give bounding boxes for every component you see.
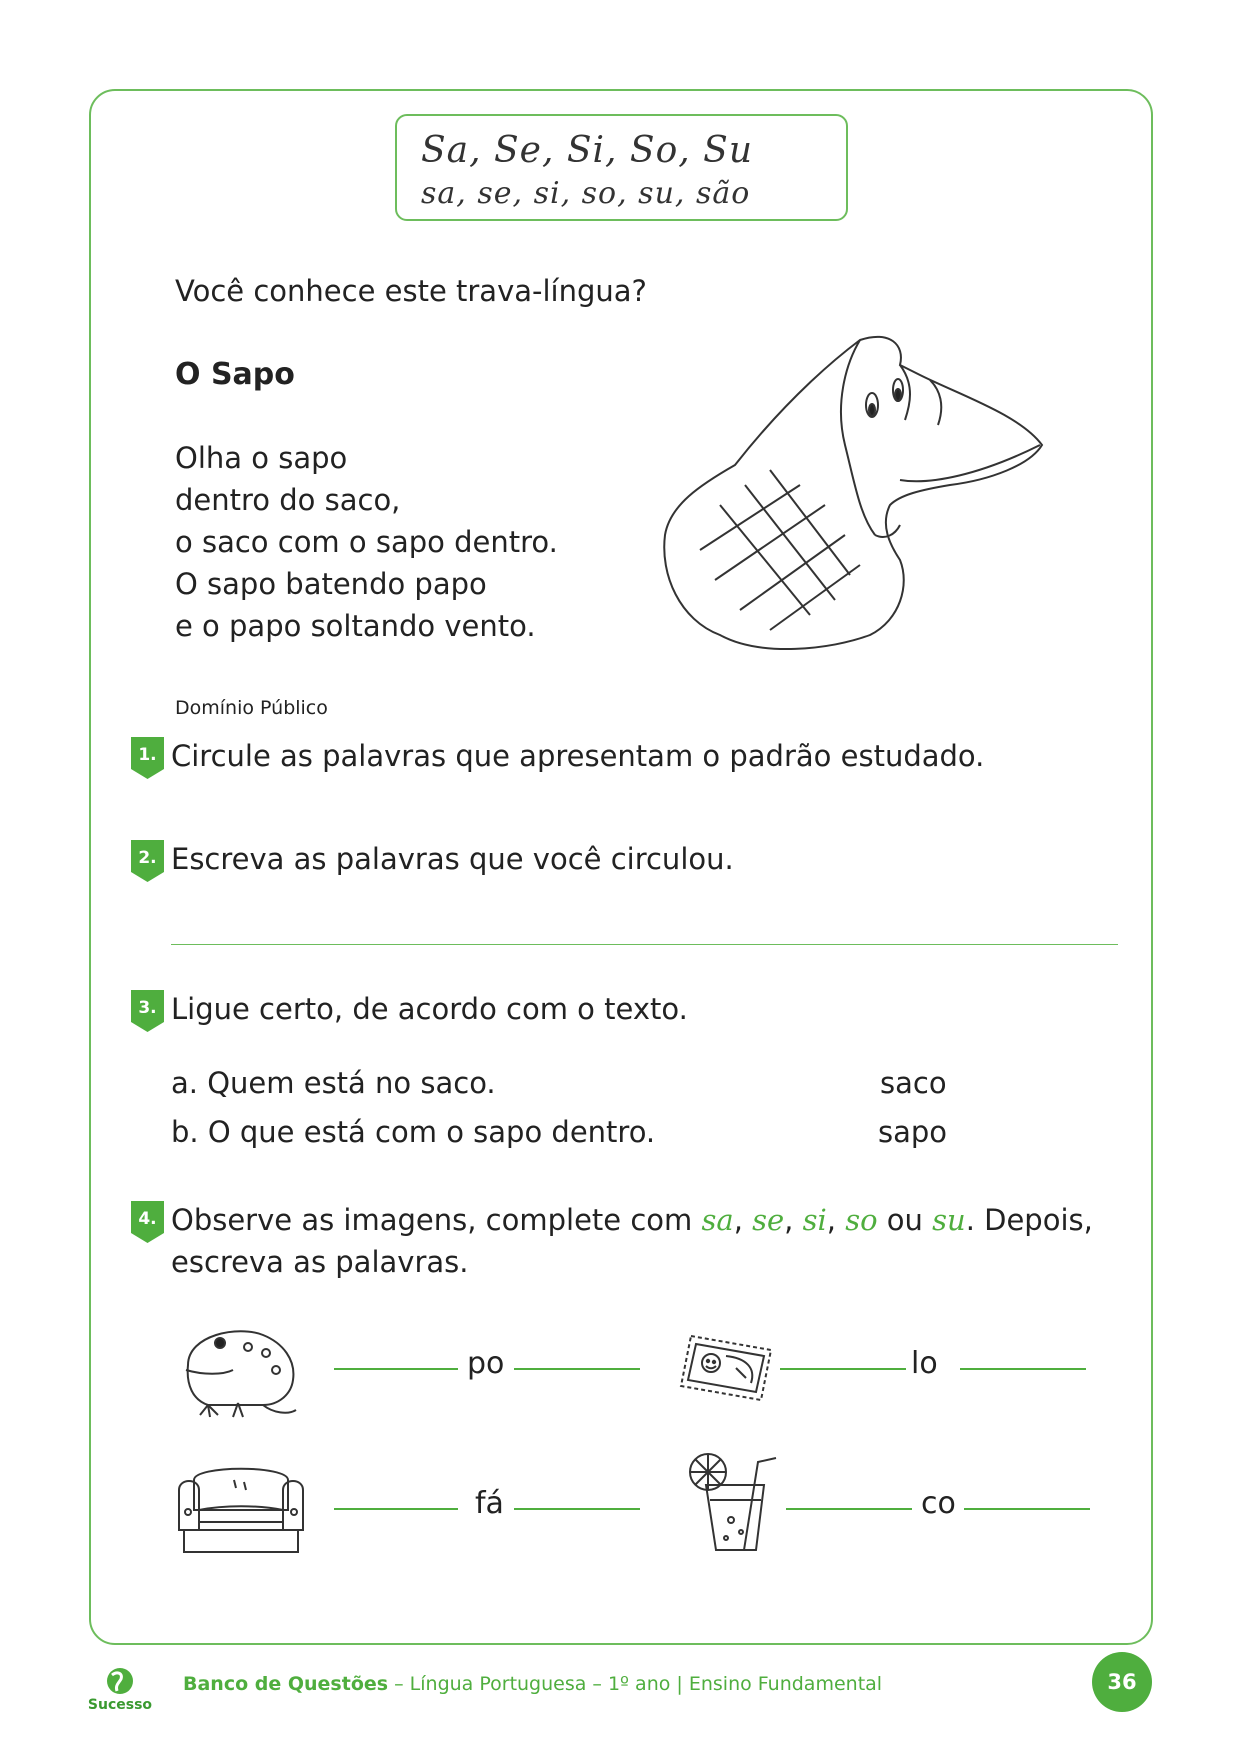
poem-credit: Domínio Público <box>175 697 328 719</box>
green-syllable: se <box>752 1203 785 1237</box>
question-number-badge <box>131 737 164 779</box>
poem-line: O sapo batendo papo <box>175 567 487 601</box>
word-syllable: lo <box>911 1346 938 1381</box>
frog-in-sack-illustration <box>660 335 1060 695</box>
green-syllable: si <box>802 1203 827 1237</box>
poem-line: o saco com o sapo dentro. <box>175 525 558 559</box>
matching-right-item[interactable]: saco <box>880 1066 947 1100</box>
green-syllable: sa <box>701 1203 734 1237</box>
blank-line[interactable] <box>514 1508 640 1510</box>
word-syllable: co <box>921 1486 956 1521</box>
word-syllable: fá <box>475 1486 504 1521</box>
syllables-upper: Sa, Se, Si, So, Su <box>421 130 753 171</box>
syllable-box <box>395 114 848 221</box>
logo-text: Sucesso <box>87 1697 153 1713</box>
footer-text: Banco de Questões – Língua Portuguesa – 1º ano | Ensino Fundamental <box>183 1673 883 1695</box>
poem-line: e o papo soltando vento. <box>175 609 536 643</box>
question-number: 1. <box>138 745 157 765</box>
intro-question: Você conhece este trava-língua? <box>175 274 647 308</box>
question-text: Circule as palavras que apresentam o padrão estudado. <box>171 739 985 773</box>
frog-image <box>178 1325 303 1420</box>
blank-line[interactable] <box>786 1508 912 1510</box>
sofa-image <box>174 1460 308 1556</box>
question-text: Escreva as palavras que você circulou. <box>171 842 734 876</box>
question-text: Observe as imagens, complete com sa, se, si, so ou su. Depois, <box>171 1203 1093 1237</box>
question-text-line2: escreva as palavras. <box>171 1245 469 1279</box>
matching-right-item[interactable]: sapo <box>878 1115 948 1149</box>
question-number: 2. <box>138 848 157 868</box>
matching-left-item[interactable]: b. O que está com o sapo dentro. <box>171 1115 656 1149</box>
question-number: 4. <box>138 1209 157 1229</box>
matching-left-item[interactable]: a. Quem está no saco. <box>171 1066 496 1100</box>
juice-image <box>686 1450 786 1560</box>
answer-line[interactable] <box>171 944 1118 945</box>
poem-title: O Sapo <box>175 357 295 392</box>
blank-line[interactable] <box>780 1368 906 1370</box>
question-number-badge <box>131 840 164 882</box>
blank-line[interactable] <box>960 1368 1086 1370</box>
green-syllable: so <box>845 1203 878 1237</box>
syllables-lower: sa, se, si, so, su, são <box>421 176 751 211</box>
blank-line[interactable] <box>334 1508 458 1510</box>
question-number-badge <box>131 990 164 1032</box>
green-syllable: su <box>932 1203 966 1237</box>
question-number-badge <box>131 1201 164 1243</box>
blank-line[interactable] <box>514 1368 640 1370</box>
blank-line[interactable] <box>334 1368 458 1370</box>
stamp-image <box>676 1328 776 1408</box>
question-text: Ligue certo, de acordo com o texto. <box>171 992 688 1026</box>
poem-line: Olha o sapo <box>175 441 348 475</box>
blank-line[interactable] <box>964 1508 1090 1510</box>
question-number: 3. <box>138 998 157 1018</box>
word-syllable: po <box>467 1346 505 1381</box>
poem-line: dentro do saco, <box>175 483 401 517</box>
page-number: 36 <box>1092 1652 1152 1712</box>
